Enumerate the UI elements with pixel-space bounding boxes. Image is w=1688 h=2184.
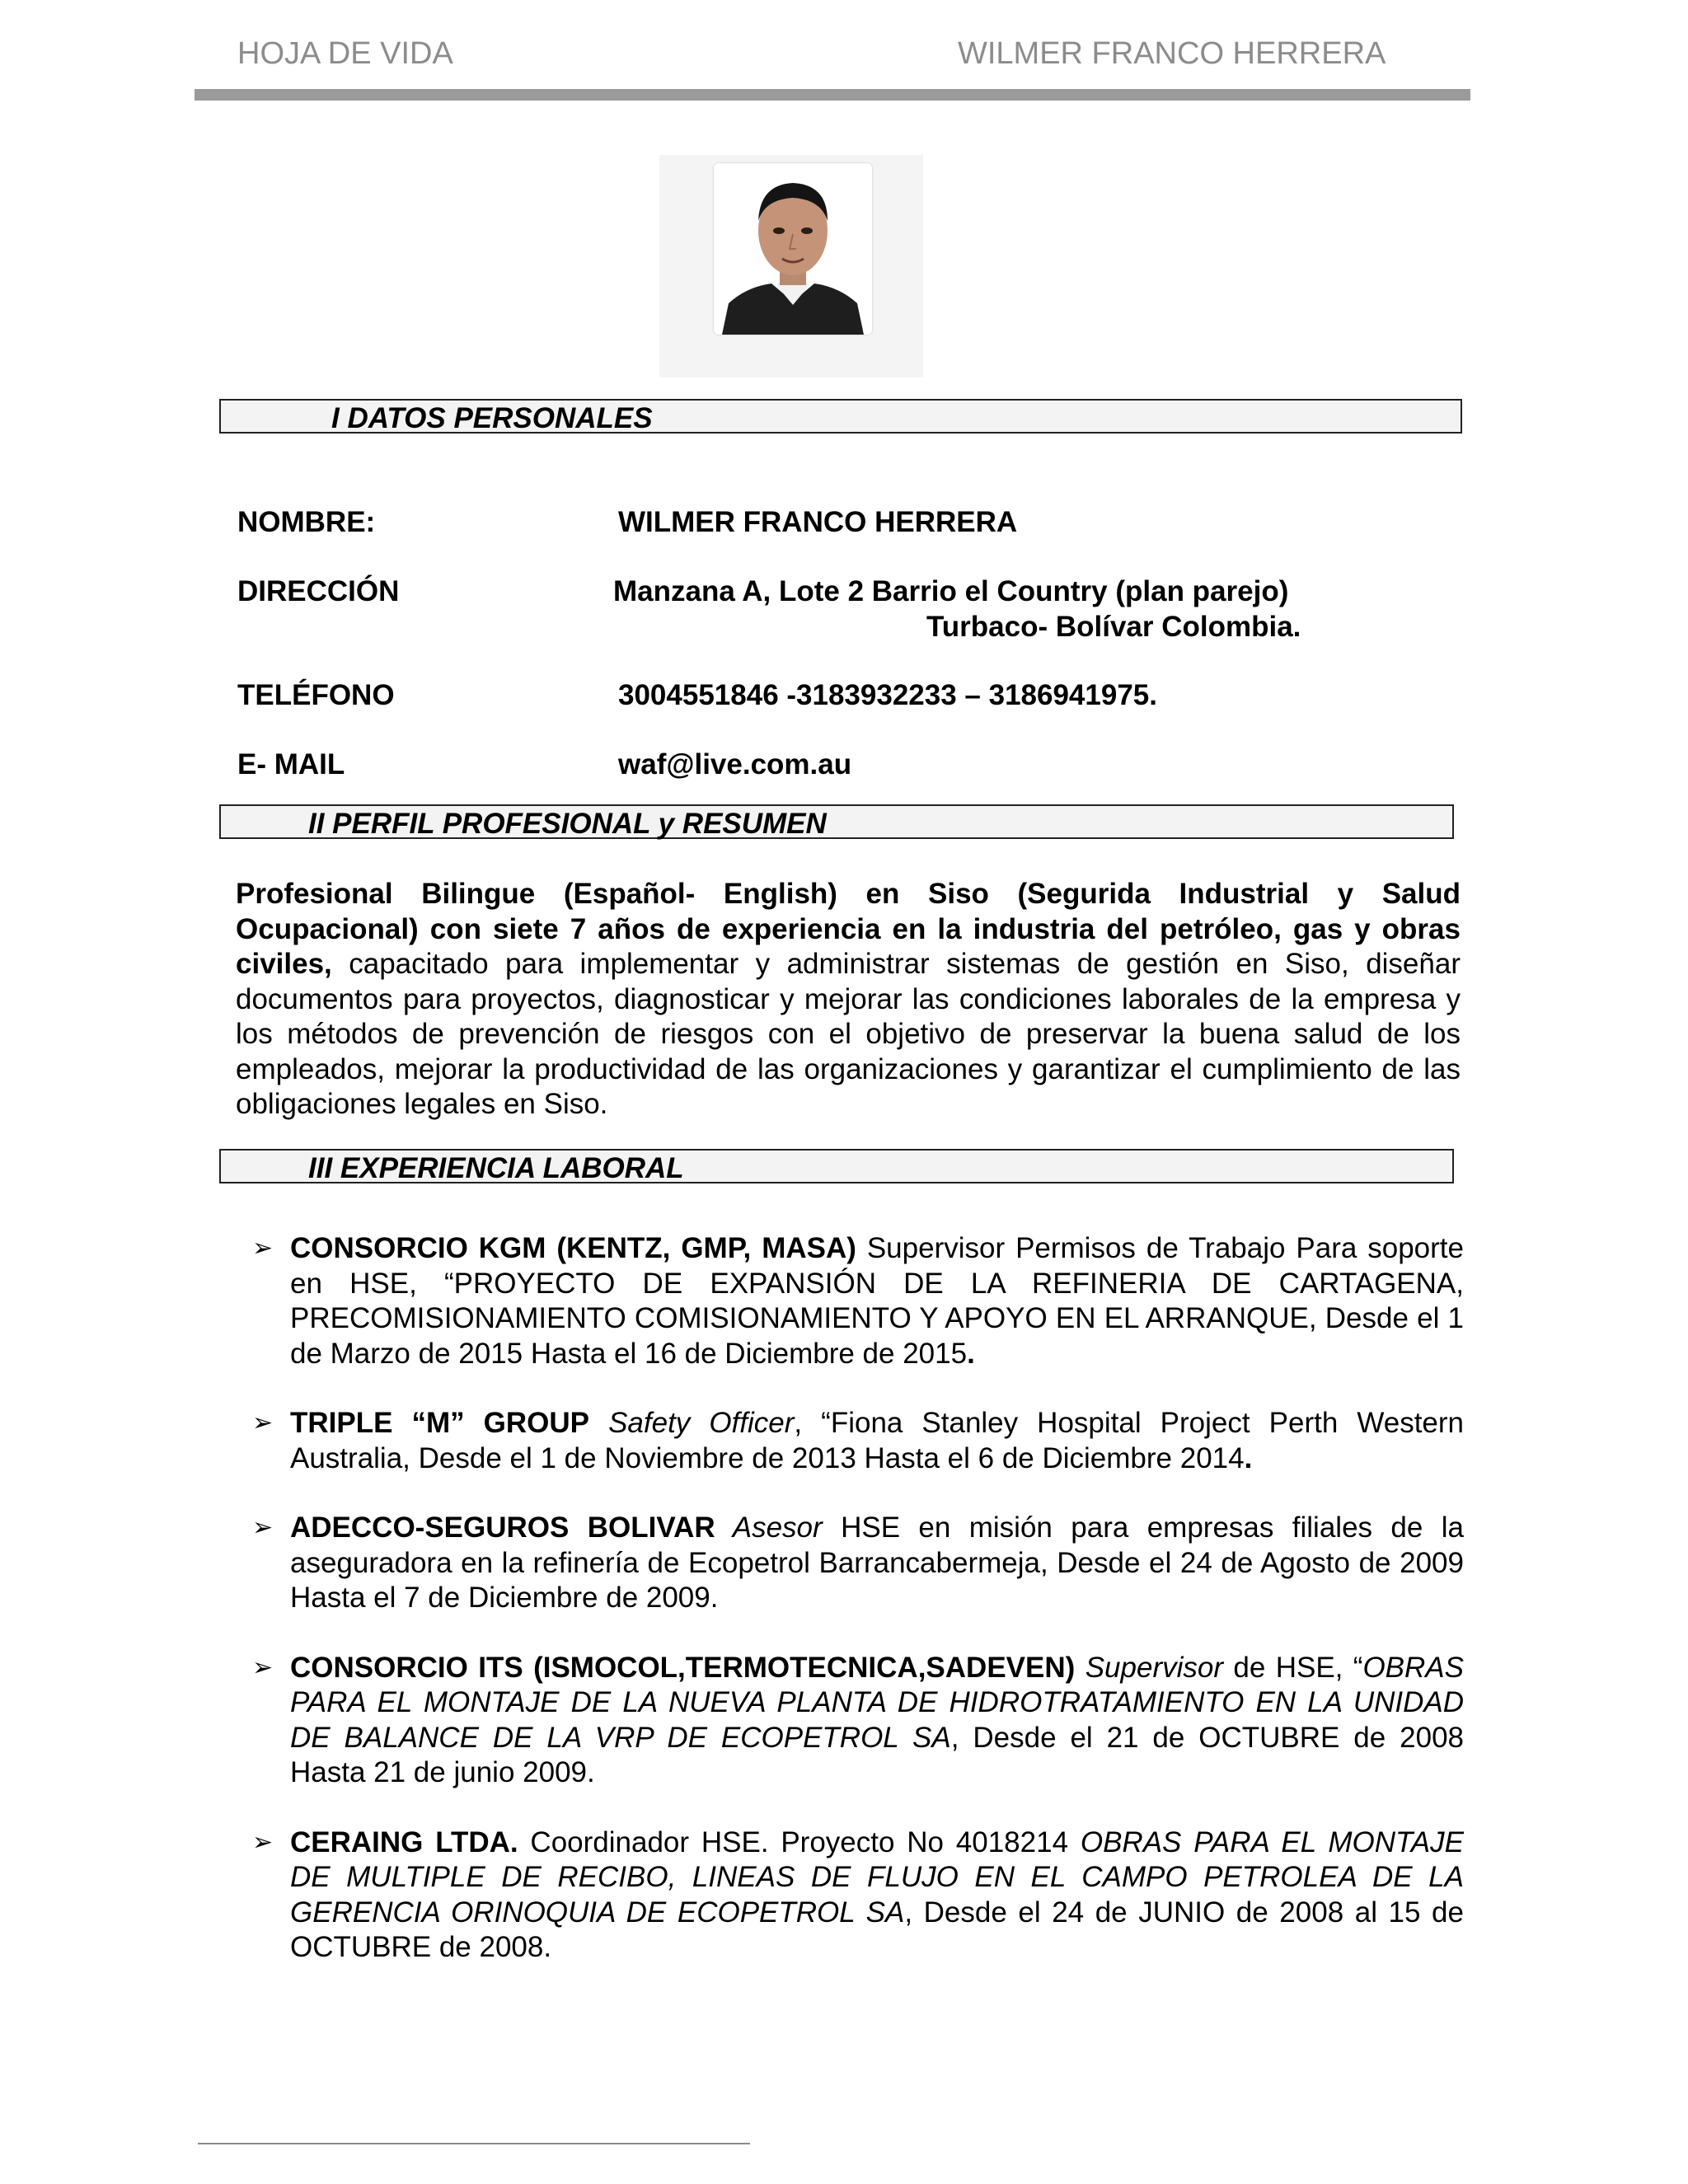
- telefono-value: 3004551846 -3183932233 – 3186941975.: [618, 679, 1157, 711]
- experience-item: [252, 1825, 1464, 1966]
- profile-photo: [714, 163, 872, 335]
- header-divider: [195, 89, 1470, 101]
- arrowhead-bullet-icon: ➢: [252, 1653, 274, 1681]
- email-value: waf@live.com.au: [618, 748, 852, 780]
- section-title-personal: I DATOS PERSONALES: [331, 402, 653, 434]
- profile-summary: [236, 877, 1461, 1122]
- nombre-label: NOMBRE:: [237, 506, 376, 538]
- experience-description: , Desde el 24 de JUNIO de 2008 al 15 de OCTUBRE de 2008.: [290, 1896, 1464, 1963]
- section-bar-personal: [219, 399, 1462, 434]
- experience-company: CONSORCIO KGM (KENTZ, GMP, MASA): [290, 1232, 856, 1264]
- experience-list: [252, 1231, 1464, 2000]
- experience-project: OBRAS PARA EL MONTAJE DE MULTIPLE DE RECIBO, LINEAS DE FLUJO EN EL CAMPO PETROLEA DE LA GERENCIA ORINOQUIA DE ECOPETROL SA: [290, 1825, 1464, 1929]
- experience-item: [252, 1231, 1464, 1371]
- section-bar-experience: [219, 1149, 1454, 1183]
- experience-end: .: [967, 1337, 975, 1370]
- experience-description: , “Fiona Stanley Hospital Project Perth Western Australia, Desde el 1 de Noviembre de 2013 Hasta el 6 de Diciembre 2014: [290, 1407, 1464, 1474]
- experience-item: [252, 1651, 1464, 1791]
- experience-description: Supervisor Permisos de Trabajo Para soporte en HSE, “PROYECTO DE EXPANSIÓN DE LA REFINERIA DE CARTAGENA, PRECOMISIONAMIENTO COMISIONAMIENTO Y APOYO EN EL ARRANQUE, Desde el 1 de Marzo de 2015 Hasta el 16 de Diciembre de 2015: [290, 1232, 1464, 1370]
- nombre-value: WILMER FRANCO HERRERA: [618, 506, 1018, 538]
- experience-company: CERAING LTDA.: [290, 1825, 518, 1858]
- experience-company: TRIPLE “M” GROUP: [290, 1407, 590, 1439]
- experience-end: .: [1244, 1441, 1253, 1474]
- experience-role-mid: de HSE, “: [1223, 1651, 1363, 1684]
- direccion-value-line1: Manzana A, Lote 2 Barrio el Country (plan parejo): [613, 575, 1289, 607]
- profile-summary-rest: capacitado para implementar y administrar sistemas de gestión en Siso, diseñar documentos para proyectos, diagnosticar y mejorar las condiciones laborales de la empresa y los métodos de prevención de riesgos con el objetivo de preservar la buena salud de los empleados, mejorar la productividad de las organizaciones y garantizar el cumplimiento de las obligaciones legales en Siso.: [236, 948, 1461, 1120]
- header-left-title: HOJA DE VIDA: [237, 36, 453, 71]
- experience-item: [252, 1511, 1464, 1616]
- profile-summary-bold: Profesional Bilingue (Español- English) en Siso (Segurida Industrial y Salud Ocupacional) con siete 7 años de experiencia en la industria del petróleo, gas y obras civiles,: [236, 878, 1461, 980]
- direccion-value-line2: Turbaco- Bolívar Colombia.: [926, 611, 1301, 643]
- section-title-experience: III EXPERIENCIA LABORAL: [308, 1152, 684, 1184]
- experience-company: CONSORCIO ITS (ISMOCOL,TERMOTECNICA,SADEVEN): [290, 1651, 1076, 1684]
- experience-description: , Desde el 21 de OCTUBRE de 2008 Hasta 21 de junio 2009.: [290, 1721, 1464, 1788]
- direccion-label: DIRECCIÓN: [237, 575, 400, 607]
- experience-role: Asesor: [715, 1511, 823, 1544]
- experience-role-mid: Coordinador HSE. Proyecto No 4018214: [518, 1825, 1081, 1858]
- experience-description: HSE en misión para empresas filiales de la aseguradora en la refinería de Ecopetrol Barrancabermeja, Desde el 24 de Agosto de 2009 Hasta el 7 de Diciembre de 2009.: [290, 1511, 1464, 1614]
- telefono-label: TELÉFONO: [237, 679, 395, 711]
- experience-project: OBRAS PARA EL MONTAJE DE LA NUEVA PLANTA DE HIDROTRATAMIENTO EN LA UNIDAD DE BALANCE DE LA VRP DE ECOPETROL SA: [290, 1651, 1464, 1754]
- arrowhead-bullet-icon: ➢: [252, 1828, 274, 1856]
- experience-role: Supervisor: [1075, 1651, 1223, 1684]
- email-label: E- MAIL: [237, 748, 345, 780]
- section-bar-profile: [219, 804, 1454, 839]
- arrowhead-bullet-icon: ➢: [252, 1409, 274, 1436]
- section-title-profile: II PERFIL PROFESIONAL y RESUMEN: [308, 808, 827, 840]
- arrowhead-bullet-icon: ➢: [252, 1514, 274, 1541]
- experience-company: ADECCO-SEGUROS BOLIVAR: [290, 1511, 715, 1544]
- experience-role: Safety Officer: [589, 1407, 795, 1439]
- experience-item: [252, 1406, 1464, 1476]
- arrowhead-bullet-icon: ➢: [252, 1235, 274, 1262]
- footer-divider: [198, 2143, 750, 2144]
- header-right-name: WILMER FRANCO HERRERA: [958, 36, 1386, 71]
- portrait-image: [714, 163, 872, 335]
